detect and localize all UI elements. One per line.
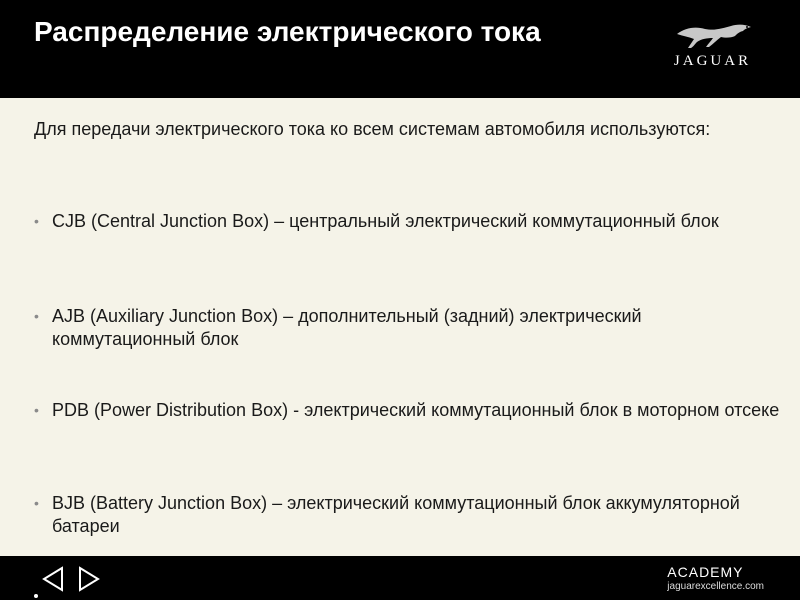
bullet-text: BJB (Battery Junction Box) – электрический коммутационный блок аккумуляторной батареи — [52, 493, 740, 536]
bullet-marker: • — [34, 308, 39, 324]
intro-text: Для передачи электрического тока ко всем системам автомобиля используются: — [34, 119, 711, 139]
bullet-marker: • — [34, 213, 39, 229]
bullet-text: CJB (Central Junction Box) – центральный электрический коммутационный блок — [52, 211, 719, 231]
bullet-marker: • — [34, 495, 39, 511]
leaping-jaguar-icon — [675, 20, 755, 50]
bullet-item — [34, 305, 782, 351]
slide-footer — [0, 556, 800, 600]
academy-name: ACADEMY — [667, 564, 744, 580]
bullet-text: PDB (Power Distribution Box) - электрический коммутационный блок в моторном отсеке — [52, 400, 780, 420]
nav-dot — [34, 594, 38, 598]
brand-wordmark: JAGUAR — [673, 53, 752, 69]
academy-url: jaguarexcellence.com — [667, 581, 764, 592]
slide-header — [0, 0, 800, 98]
academy-brand — [667, 564, 764, 593]
triangle-left-icon[interactable] — [40, 565, 66, 593]
triangle-right-icon[interactable] — [76, 565, 102, 593]
bullet-text: AJB (Auxiliary Junction Box) – дополнительный (задний) электрический коммутационный блок — [52, 306, 642, 349]
slide-title: Распределение электрического тока — [34, 16, 541, 47]
bullet-item — [34, 492, 782, 538]
bullet-marker: • — [34, 402, 39, 418]
slide-body — [0, 118, 800, 548]
jaguar-logo — [665, 20, 760, 75]
bullet-item — [34, 210, 782, 233]
bullet-item — [34, 399, 782, 422]
